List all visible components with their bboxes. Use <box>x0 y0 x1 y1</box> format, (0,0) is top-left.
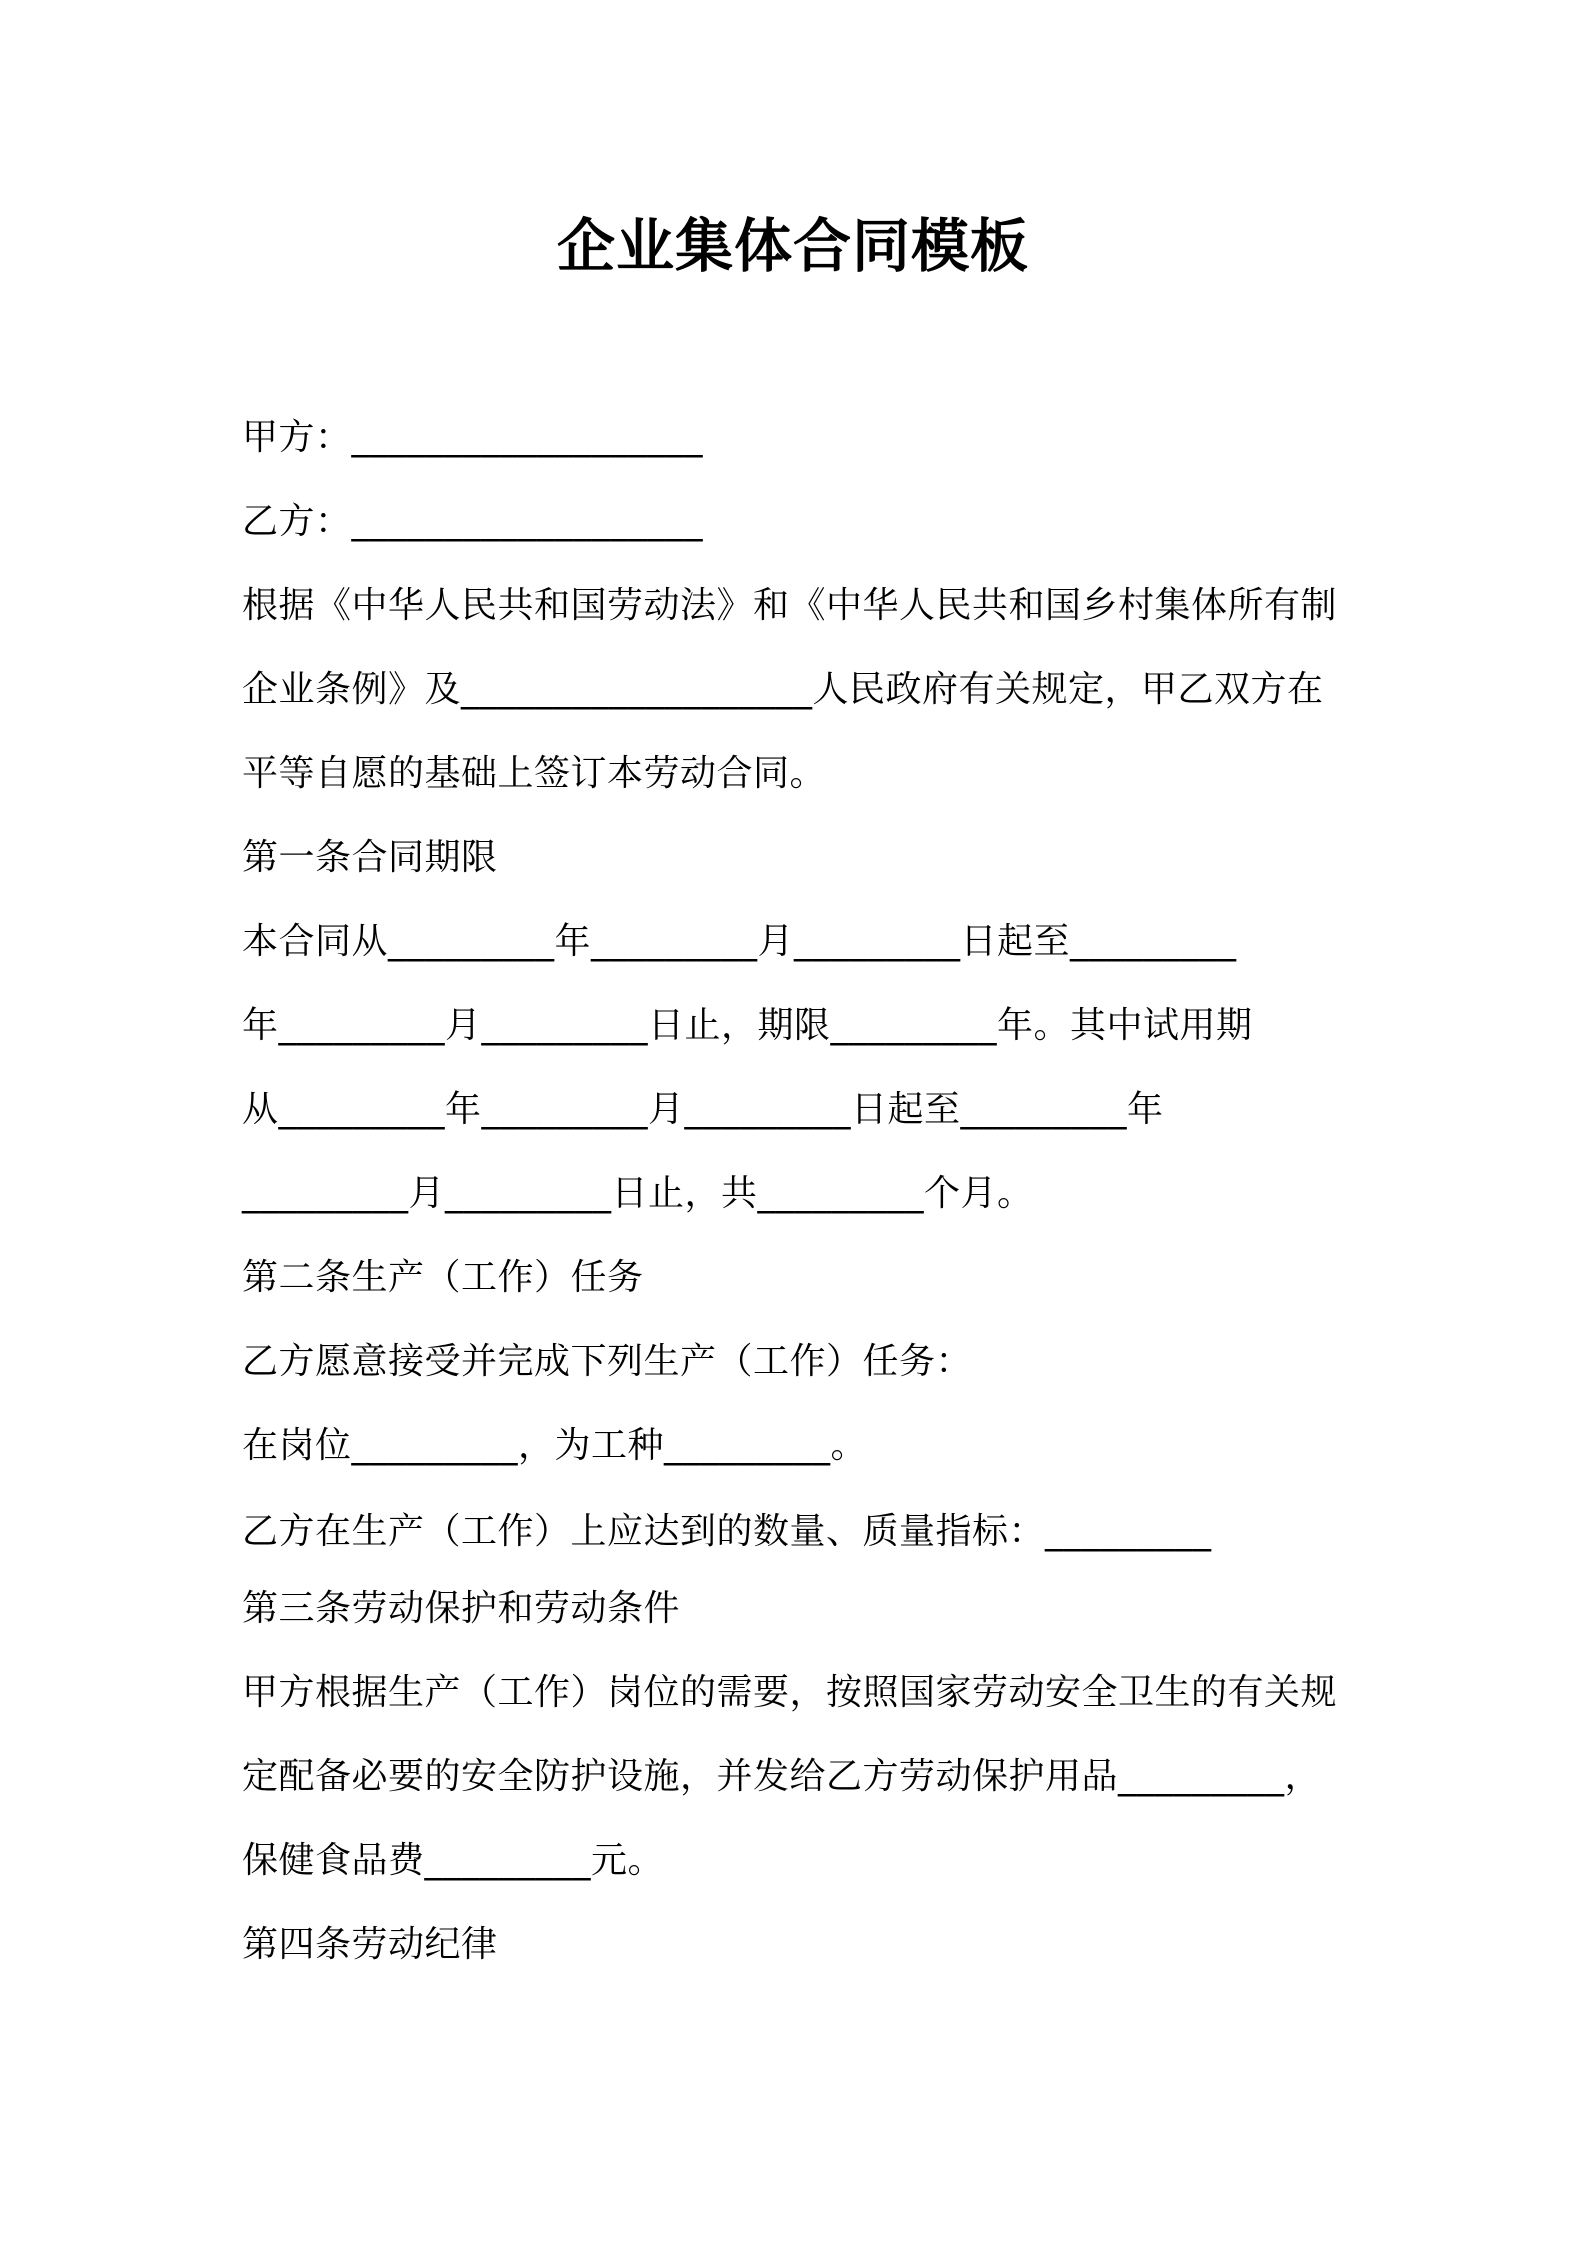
article-4-heading: 第四条劳动纪律 <box>242 1924 498 1965</box>
article-1-line-4: _________月_________日止，共_________个月。 <box>242 1173 1034 1214</box>
party-b-line: 乙方：___________________ <box>242 501 704 542</box>
preamble-line-3: 平等自愿的基础上签订本劳动合同。 <box>242 753 827 794</box>
party-a-line: 甲方：___________________ <box>242 417 704 458</box>
article-2-heading: 第二条生产（工作）任务 <box>242 1257 644 1298</box>
article-2-line-2: 在岗位_________，为工种_________。 <box>242 1425 868 1466</box>
article-2-line-1: 乙方愿意接受并完成下列生产（工作）任务： <box>242 1341 973 1382</box>
article-1-line-1: 本合同从_________年_________月_________日起至_________ <box>242 921 1237 962</box>
document-title: 企业集体合同模板 <box>556 212 1029 280</box>
article-2-line-3: 乙方在生产（工作）上应达到的数量、质量指标：_________ <box>242 1511 1212 1552</box>
article-3-heading: 第三条劳动保护和劳动条件 <box>242 1588 681 1629</box>
article-1-line-2: 年_________月_________日止，期限_________年。其中试用期 <box>242 1005 1253 1046</box>
article-3-line-1: 甲方根据生产（工作）岗位的需要，按照国家劳动安全卫生的有关规 <box>242 1672 1338 1713</box>
article-1-line-3: 从_________年_________月_________日起至_________年 <box>242 1089 1164 1130</box>
article-3-line-2: 定配备必要的安全防护设施，并发给乙方劳动保护用品_________， <box>242 1756 1322 1797</box>
preamble-line-1: 根据《中华人民共和国劳动法》和《中华人民共和国乡村集体所有制 <box>242 585 1338 626</box>
preamble-line-2: 企业条例》及___________________人民政府有关规定，甲乙双方在 <box>242 669 1324 710</box>
article-1-heading: 第一条合同期限 <box>242 837 498 878</box>
article-3-line-3: 保健食品费_________元。 <box>242 1840 665 1881</box>
